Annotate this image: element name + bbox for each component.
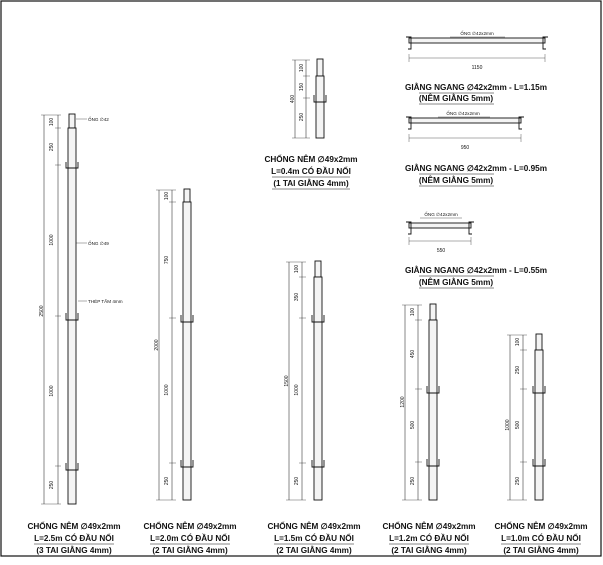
prop-1500-caption-3: (2 TAI GIẰNG 4mm) (276, 546, 352, 555)
ledger-1150 (405, 30, 548, 104)
prop-1000 (494, 334, 587, 556)
prop-1200-spigot (430, 304, 436, 320)
ledger-950 (405, 110, 547, 186)
ledger-950-caption-2: (NÊM GIẰNG 5mm) (418, 176, 494, 185)
prop-1200-total: 1200 (400, 396, 406, 408)
prop-1200-caption-1: CHỐNG NÊM ∅49x2mm (382, 522, 476, 531)
prop-1200-caption-2: L=1.2m CÓ ĐẦU NỐI (389, 534, 469, 543)
prop-1000-total: 1000 (505, 419, 511, 431)
ledger-1150-caption-1: GIẰNG NGANG ∅42x2mm - L=1.15m (404, 83, 548, 92)
prop-400-seg-2: 150 (299, 82, 305, 92)
prop-2500 (27, 114, 122, 556)
prop-2000-caption-3: (2 TAI GIẰNG 4mm) (152, 546, 228, 555)
ledger-950-pipe-label: ỐNG ∅42x2mm (446, 111, 480, 116)
prop-2500-tube (68, 128, 76, 504)
ledger-950-caption-1: GIẰNG NGANG ∅42x2mm - L=0.95m (404, 164, 548, 173)
prop-1000-seg-3: 500 (515, 420, 521, 430)
prop-2500-seg-5: 250 (49, 480, 55, 490)
ledger-550-caption-2: (NÊM GIẰNG 5mm) (418, 278, 494, 287)
prop-1200-seg-4: 250 (410, 476, 416, 486)
ledger-550-length: 550 (436, 248, 446, 254)
prop-1000-caption-2: L=1.0m CÓ ĐẦU NỐI (501, 534, 581, 543)
prop-1200 (382, 304, 475, 556)
prop-400-caption-2: L=0.4m CÓ ĐẦU NỐI (271, 167, 351, 176)
prop-2500-caption-1: CHỐNG NÊM ∅49x2mm (27, 522, 121, 531)
prop-2500-caption-2: L=2.5m CÓ ĐẦU NỐI (34, 534, 114, 543)
prop-400-caption-3: (1 TAI GIẰNG 4mm) (273, 179, 349, 188)
prop-2500-label-tube: ỐNG ∅49 (88, 241, 109, 246)
prop-1000-caption-1: CHỐNG NÊM ∅49x2mm (494, 522, 588, 531)
prop-2500-caption-3: (3 TAI GIẰNG 4mm) (36, 546, 112, 555)
prop-1000-caption-3: (2 TAI GIẰNG 4mm) (503, 546, 579, 555)
prop-1500-seg-3: 1000 (294, 384, 300, 396)
prop-2000-seg-3: 1000 (164, 384, 170, 396)
prop-2000-caption-1: CHỐNG NÊM ∅49x2mm (143, 522, 237, 531)
ledger-550 (405, 211, 547, 288)
prop-2500-spigot (69, 114, 75, 128)
prop-1000-seg-4: 250 (515, 476, 521, 486)
prop-1500-caption-2: L=1.5m CÓ ĐẦU NỐI (274, 534, 354, 543)
prop-1000-spigot (536, 334, 542, 350)
prop-2500-label-plate: THÉP TẤM 4mm (88, 299, 123, 304)
prop-1200-seg-3: 500 (410, 420, 416, 430)
prop-1500-caption-1: CHỐNG NÊM ∅49x2mm (267, 522, 361, 531)
prop-2000-seg-4: 250 (164, 476, 170, 486)
prop-2000-seg-2: 750 (164, 255, 170, 265)
prop-1500-spigot (315, 261, 321, 277)
prop-1500-seg-4: 250 (294, 476, 300, 486)
prop-400 (264, 59, 357, 189)
prop-400-caption-1: CHỐNG NÊM ∅49x2mm (264, 155, 358, 164)
prop-1000-seg-1: 100 (515, 337, 521, 347)
prop-1200-caption-3: (2 TAI GIẰNG 4mm) (391, 546, 467, 555)
ledger-1150-tube (409, 38, 545, 43)
prop-1500-seg-2: 350 (294, 292, 300, 302)
prop-2500-label-spigot: ỐNG ∅42 (88, 117, 109, 122)
ledger-1150-pipe-label: ỐNG ∅42x2mm (460, 31, 494, 36)
prop-1200-seg-2: 450 (410, 349, 416, 359)
prop-2000-total: 2000 (154, 339, 160, 351)
prop-1200-tube (429, 320, 437, 500)
prop-2500-total: 2500 (39, 305, 45, 317)
prop-1200-seg-1: 100 (410, 307, 416, 317)
ledger-550-caption-1: GIẰNG NGANG ∅42x2mm - L=0.55m (404, 266, 548, 275)
ledger-950-length: 950 (460, 145, 470, 151)
ledger-950-tube (409, 118, 521, 123)
ledger-550-tube (409, 223, 471, 228)
prop-400-seg-3: 250 (299, 112, 305, 122)
ledger-1150-caption-2: (NÊM GIẰNG 5mm) (418, 94, 494, 103)
prop-400-total: 400 (290, 94, 296, 104)
ledger-550-pipe-label: ỐNG ∅42x2mm (424, 212, 458, 217)
prop-1000-tube (535, 350, 543, 500)
prop-400-tube (316, 76, 324, 138)
prop-2000-tube (183, 202, 191, 500)
prop-1500-seg-1: 100 (294, 264, 300, 274)
ledger-1150-length: 1150 (471, 65, 483, 71)
prop-2000-caption-2: L=2.0m CÓ ĐẦU NỐI (150, 534, 230, 543)
prop-1000-seg-2: 250 (515, 365, 521, 375)
prop-2000-seg-1: 100 (164, 191, 170, 201)
prop-400-seg-1: 100 (299, 63, 305, 73)
prop-2000-spigot (184, 189, 190, 202)
prop-2500-seg-2: 250 (49, 142, 55, 152)
prop-1500 (267, 261, 360, 556)
prop-2500-seg-4: 1000 (49, 385, 55, 397)
prop-2500-seg-1: 100 (49, 117, 55, 127)
prop-400-spigot (317, 59, 323, 76)
prop-1500-total: 1500 (284, 375, 290, 387)
prop-2500-seg-3: 1000 (49, 234, 55, 246)
prop-2000 (143, 189, 236, 556)
